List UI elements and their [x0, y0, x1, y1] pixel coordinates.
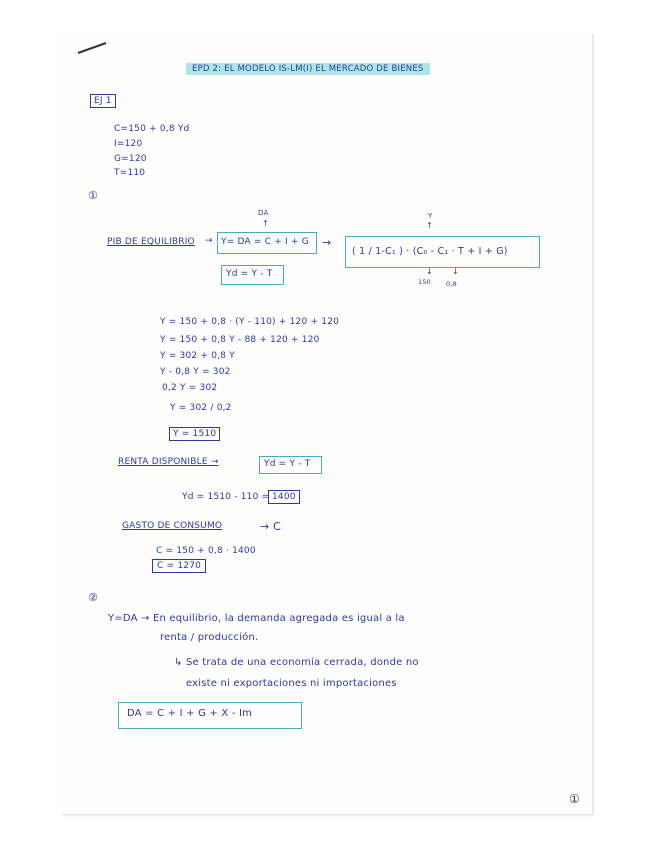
step-2: Y = 150 + 0,8 Y - 88 + 120 + 120: [160, 335, 320, 345]
c-result: C = 1270: [152, 559, 206, 573]
given-investment: I=120: [114, 139, 143, 149]
exercise-label: EJ 1: [90, 94, 116, 108]
annotation-da: DA: [258, 209, 269, 217]
given-consumption: C=150 + 0,8 Yd: [114, 124, 190, 134]
gasto-label: GASTO DE CONSUMO: [122, 521, 223, 531]
given-taxes: T=110: [114, 168, 146, 178]
annotation-150: 150: [418, 278, 432, 286]
yd-result: 1400: [268, 490, 300, 504]
da-formula: DA = C + I + G + X - Im: [127, 708, 253, 719]
part2-line-4: existe ni exportaciones ni importaciones: [186, 678, 397, 689]
equation-yd: Yd = Y - T: [226, 269, 273, 279]
equation-formula: ( 1 / 1-C₁ ) · (C₀ - C₁ · T + I + G): [352, 246, 508, 257]
part2-line-3: ↳ Se trata de una economía cerrada, donde no: [174, 657, 419, 668]
arrow-right-icon: →: [205, 236, 213, 246]
step-6: Y = 302 / 0,2: [170, 403, 232, 413]
arrow-down-icon: ↓: [452, 267, 459, 276]
arrow-right-icon: →: [322, 236, 332, 249]
result-y: Y = 1510: [169, 427, 220, 441]
equation-main: Y= DA = C + I + G: [221, 237, 309, 247]
gasto-arrow: → C: [260, 520, 282, 533]
renta-formula: Yd = Y - T: [264, 459, 311, 469]
arrow-down-icon: ↓: [426, 267, 433, 276]
annotation-08: 0,8: [446, 280, 457, 288]
step-4: Y - 0,8 Y = 302: [160, 367, 231, 377]
part2-line-1: Y=DA → En equilibrio, la demanda agregada es igual a la: [108, 613, 405, 624]
pen-mark-decoration: [76, 40, 110, 56]
yd-calc: Yd = 1510 - 110 =: [182, 492, 270, 502]
part1-number: ①: [88, 189, 99, 202]
arrow-up-icon: ↑: [262, 219, 269, 228]
arrow-up-icon: ↑: [426, 221, 433, 230]
page-title: EPD 2: EL MODELO IS-LM(I) EL MERCADO DE BIENES: [186, 63, 430, 75]
step-3: Y = 302 + 0,8 Y: [160, 351, 235, 361]
part2-line-2: renta / producción.: [160, 632, 259, 643]
step-5: 0,2 Y = 302: [162, 383, 218, 393]
pib-label: PIB DE EQUILIBRIO: [107, 237, 195, 247]
renta-label: RENTA DISPONIBLE →: [118, 457, 219, 467]
notebook-page: [62, 34, 593, 815]
page-number: ①: [569, 792, 580, 806]
c-calc: C = 150 + 0,8 · 1400: [156, 546, 256, 556]
part2-number: ②: [88, 591, 99, 604]
annotation-y: Y: [428, 212, 433, 220]
step-1: Y = 150 + 0,8 · (Y - 110) + 120 + 120: [160, 317, 340, 327]
given-government: G=120: [114, 154, 147, 164]
